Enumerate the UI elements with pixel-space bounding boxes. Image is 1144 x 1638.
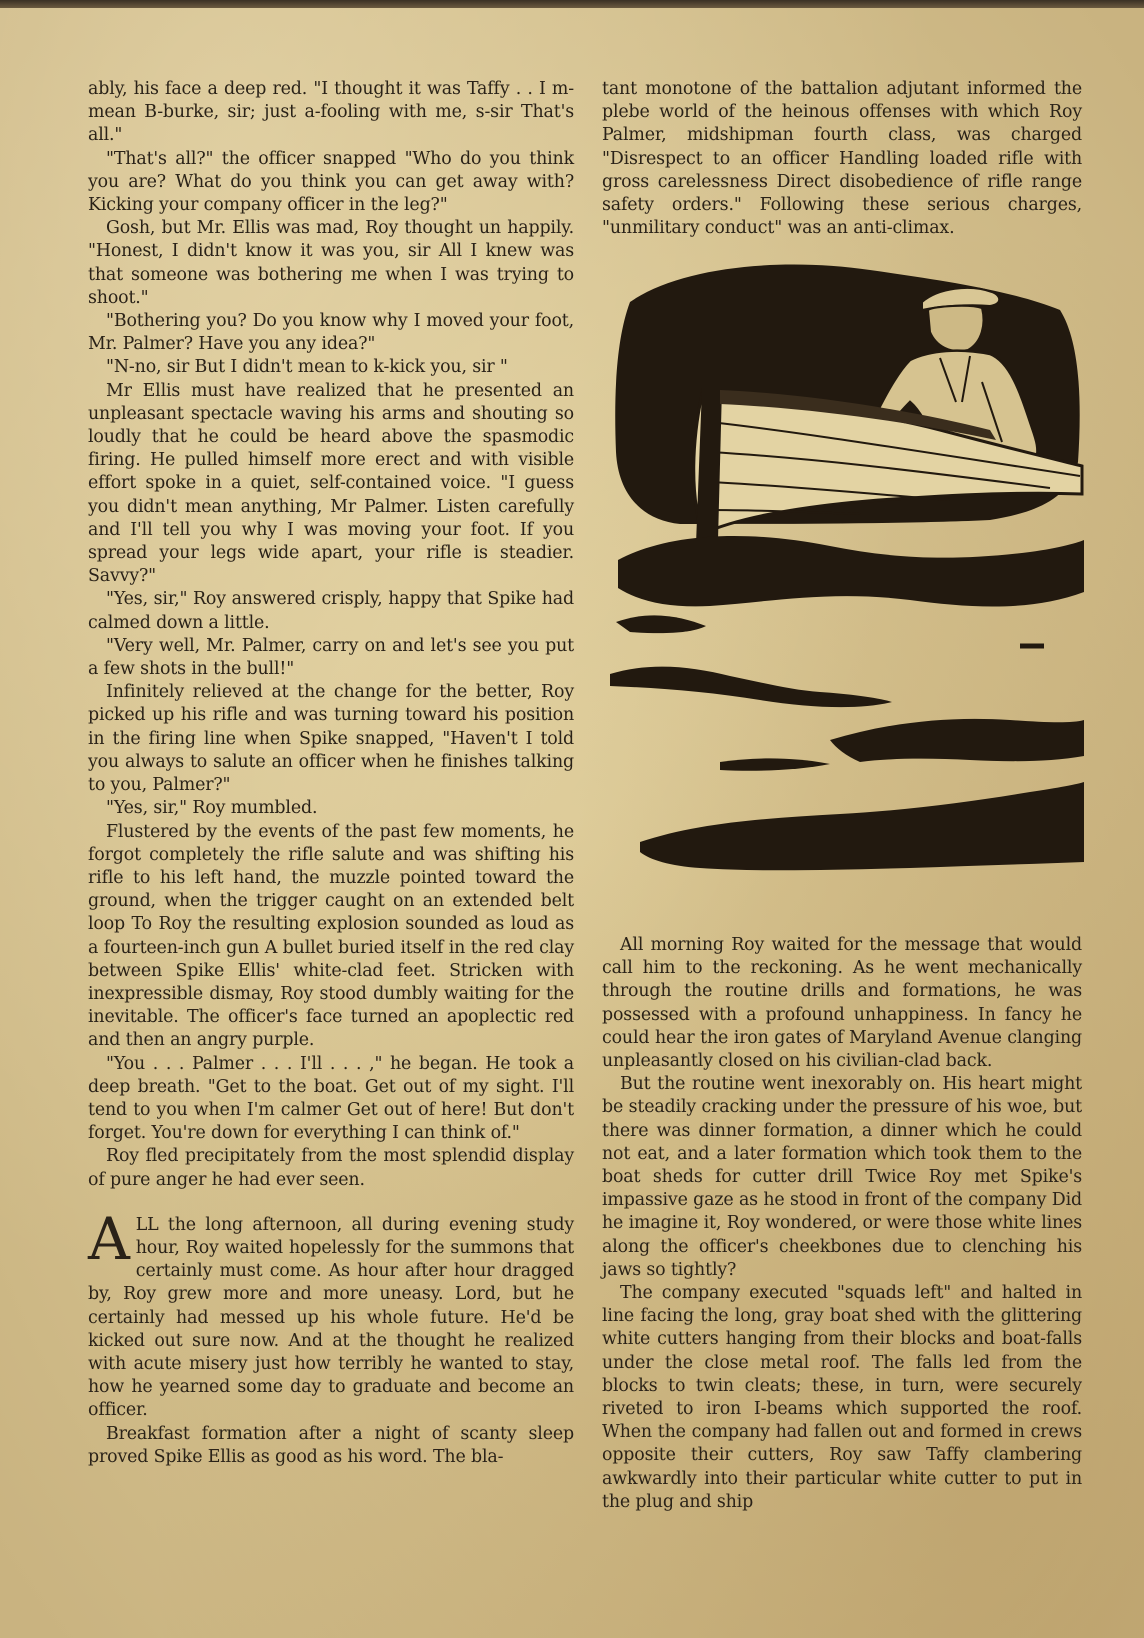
right-bottom-text-column xyxy=(602,934,1082,1514)
paragraph: "Very well, Mr. Palmer, carry on and let's see you put a few shots in the bull!" xyxy=(88,635,574,680)
paragraph: The company executed "squads left" and halted in line facing the long, gray boat shed with the glittering white cutters hanging from their blocks and boat-falls under the close metal roof. The falls led from the blocks to twin cleats; these, in turn, were securely riveted to iron I-beams which supported the roof. When the company had fallen out and formed in crews opposite their cutters, Roy saw Taffy clambering awkwardly into their particular white cutter to put in the plug and ship xyxy=(602,1283,1082,1512)
paragraph: ably, his face a deep red. "I thought it was Taffy . . I m-mean B-burke, sir; just a-fooling with me, s-sir That's all." xyxy=(88,79,574,146)
water-wave-2 xyxy=(616,615,706,633)
paragraph: Breakfast formation after a night of scanty sleep proved Spike Ellis as good as his word. The bla- xyxy=(88,1423,574,1467)
paragraph: tant monotone of the battalion adjutant informed the plebe world of the heinous offenses with which Roy Palmer, midshipman fourth class, was charged "Disrespect to an officer Handling loaded rifle with gross carelessness Direct disobedience of rifle range safety orders." Following these serious charges, "unmilitary conduct" was an anti-climax. xyxy=(602,79,1082,239)
paragraph: All morning Roy waited for the message that would call him to the reckoning. As he went mechanically through the routine drills and formations, he was possessed with a profound unhappiness. In fancy he could hear the iron gates of Maryland Avenue clanging unpleasantly closed on his civilian-clad back. xyxy=(602,935,1082,1072)
section-start-paragraph xyxy=(88,1204,574,1423)
paragraph: "Yes, sir," Roy mumbled. xyxy=(106,798,318,819)
boat-illustration-drawing xyxy=(610,262,1084,910)
paragraph: Gosh, but Mr. Ellis was mad, Roy thought un happily. "Honest, I didn't know it was you, sir All I knew was that someone was bothering me when I was trying to shoot." xyxy=(88,218,574,308)
water-wave-6 xyxy=(640,782,1084,870)
paragraph: "Yes, sir," Roy answered crisply, happy that Spike had calmed down a little. xyxy=(88,589,574,633)
water-wave-1 xyxy=(618,536,1084,607)
left-text-column xyxy=(88,78,574,1469)
paragraph: "That's all?" the officer snapped "Who do you think you are? What do you think you can get away with? Kicking your company officer in the leg?" xyxy=(88,148,574,216)
boat-illustration xyxy=(610,262,1084,910)
paragraph: "Bothering you? Do you know why I moved your foot, Mr. Palmer? Have you any idea?" xyxy=(88,311,574,355)
paragraph: "You . . . Palmer . . . I'll . . . ," he began. He took a deep breath. "Get to the boat. Get out of my sight. I'll tend to you when I'm calmer Get out of here! But don't forget. You're down for everything I can think of." xyxy=(88,1053,574,1144)
water-wave-3 xyxy=(610,667,892,707)
paragraph: "N-no, sir But I didn't mean to k-kick you, sir " xyxy=(106,357,508,378)
water-wave-4 xyxy=(830,719,1084,762)
water-wave-5 xyxy=(720,758,830,770)
section-first-text: LL the long afternoon, all during evening study hour, Roy waited hopelessly for the summons that certainly must come. As hour after hour dragged by, Roy grew more and more uneasy. Lord, but he certainly had messed up his whole future. He'd be kicked out sure now. And at the thought he realized with acute misery just how terribly he wanted to stay, how he yearned some day to graduate and become an officer. xyxy=(88,1214,574,1421)
paragraph: Flustered by the events of the past few moments, he forgot completely the rifle salute and was shifting his rifle to his left hand, the muzzle pointed toward the ground, when the trigger caught on an extended belt loop To Roy the resulting explosion sounded as loud as a fourteen-inch gun A bullet buried itself in the red clay between Spike Ellis' white-clad feet. Stricken with inexpressible dismay, Roy stood dumbly waiting for the inevitable. The officer's face turned an apoplectic red and then an angry purple. xyxy=(88,821,574,1051)
paragraph: Infinitely relieved at the change for the better, Roy picked up his rifle and was turning toward his position in the firing line when Spike snapped, "Haven't I told you always to salute an officer when he finishes talking to you, Palmer?" xyxy=(88,682,574,796)
paragraph: Roy fled precipitately from the most splendid display of pure anger he had ever seen. xyxy=(88,1146,574,1190)
page-top-edge xyxy=(0,0,1144,8)
right-top-text-column xyxy=(602,78,1082,240)
paragraph: Mr Ellis must have realized that he presented an unpleasant spectacle waving his arms and shouting so loudly that he could be heard above the spasmodic firing. He pulled himself more erect and with visible effort spoke in a quiet, self-contained voice. "I guess you didn't mean anything, Mr Palmer. Listen carefully and I'll tell you why I was moving your foot. If you spread your legs wide apart, your rifle is steadier. Savvy?" xyxy=(88,380,574,587)
drop-cap-letter: A xyxy=(88,1204,130,1273)
paragraph: But the routine went inexorably on. His heart might be steadily cracking under the pressure of his woe, but there was dinner formation, a dinner which he could not eat, and a later formation which took them to the boat sheds for cutter drill Twice Roy met Spike's impassive gaze as he stood in front of the company Did he imagine it, Roy wondered, or were those white lines along the officer's cheekbones due to clenching his jaws so tightly? xyxy=(602,1074,1082,1280)
